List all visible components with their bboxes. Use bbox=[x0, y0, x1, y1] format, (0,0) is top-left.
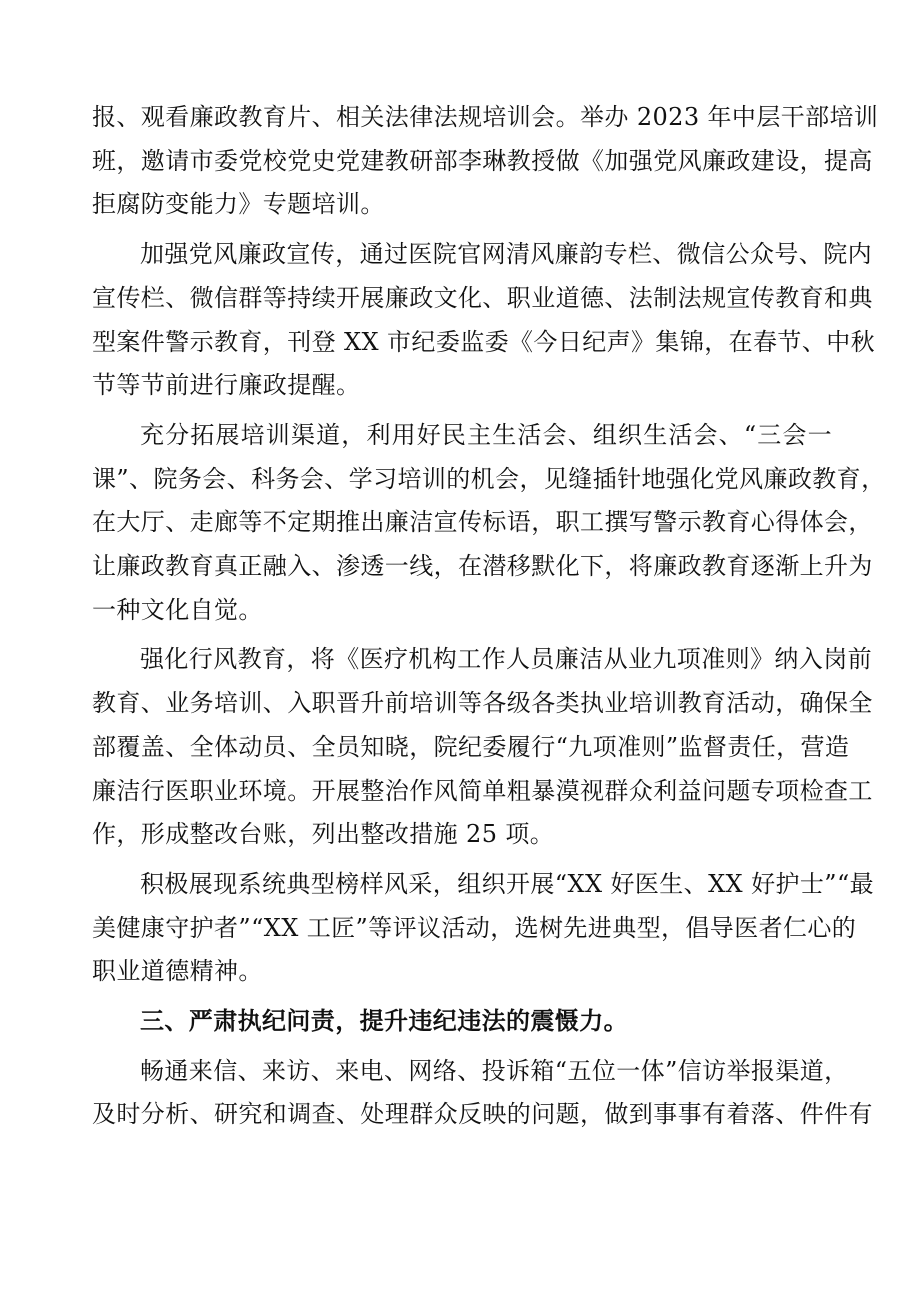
text-line: 廉洁行医职业环境。开展整治作风简单粗暴漠视群众利益问题专项检查工 bbox=[92, 776, 873, 805]
paragraph-petition-channels bbox=[92, 1050, 873, 1137]
paragraph-conduct-education bbox=[92, 638, 873, 857]
paragraph-channels bbox=[92, 414, 886, 633]
text-line: 部覆盖、全体动员、全员知晓，院纪委履行“九项准则”监督责任，营造 bbox=[92, 732, 850, 761]
text-line: 及时分析、研究和调查、处理群众反映的问题，做到事事有着落、件件有 bbox=[92, 1100, 873, 1129]
text-line: 班，邀请市委党校党史党建教研部李琳教授做《加强党风廉政建设，提高 bbox=[92, 146, 873, 175]
text-line: 宣传栏、微信群等持续开展廉政文化、职业道德、法制法规宣传教育和典 bbox=[92, 283, 873, 312]
text-line: 作，形成整改台账，列出整改措施 25 项。 bbox=[92, 820, 555, 849]
paragraph-training-continued bbox=[92, 96, 879, 227]
text-line: 畅通来信、来访、来电、网络、投诉箱“五位一体”信访举报渠道， bbox=[140, 1056, 849, 1085]
text-line: 职业道德精神。 bbox=[92, 957, 263, 986]
text-line: 报、观看廉政教育片、相关法律法规培训会。举办 2023 年中层干部培训 bbox=[92, 103, 879, 131]
paragraph-publicity bbox=[92, 233, 876, 408]
section-heading bbox=[92, 1000, 832, 1044]
paragraph-role-models bbox=[92, 863, 875, 994]
document-page bbox=[92, 96, 886, 1137]
text-line: 强化行风教育，将《医疗机构工作人员廉洁从业九项准则》纳入岗前 bbox=[140, 645, 872, 674]
text-line: 课”、院务会、科务会、学习培训的机会，见缝插针地强化党风廉政教育， bbox=[92, 464, 886, 493]
heading-text: 三、严肃执纪问责，提升违纪违法的震慑力。 bbox=[140, 1007, 628, 1036]
text-line: 一种文化自觉。 bbox=[92, 595, 263, 624]
text-line: 在大厅、走廊等不定期推出廉洁宣传标语，职工撰写警示教育心得体会， bbox=[92, 508, 873, 537]
text-line: 拒腐防变能力》专题培训。 bbox=[92, 190, 385, 219]
text-line: 让廉政教育真正融入、渗透一线，在潜移默化下，将廉政教育逐渐上升为 bbox=[92, 552, 873, 581]
text-line: 积极展现系统典型榜样风采，组织开展“XX 好医生、XX 好护士”“最 bbox=[140, 869, 875, 898]
text-line: 充分拓展培训渠道，利用好民主生活会、组织生活会、“三会一 bbox=[140, 420, 832, 449]
text-line: 型案件警示教育，刊登 XX 市纪委监委《今日纪声》集锦，在春节、中秋 bbox=[92, 327, 876, 356]
text-line: 节等节前进行廉政提醒。 bbox=[92, 371, 361, 400]
text-line: 加强党风廉政宣传，通过医院官网清风廉韵专栏、微信公众号、院内 bbox=[140, 240, 872, 269]
text-line: 教育、业务培训、入职晋升前培训等各级各类执业培训教育活动，确保全 bbox=[92, 689, 873, 718]
text-line: 美健康守护者”“XX 工匠”等评议活动，选树先进典型，倡导医者仁心的 bbox=[92, 913, 857, 942]
